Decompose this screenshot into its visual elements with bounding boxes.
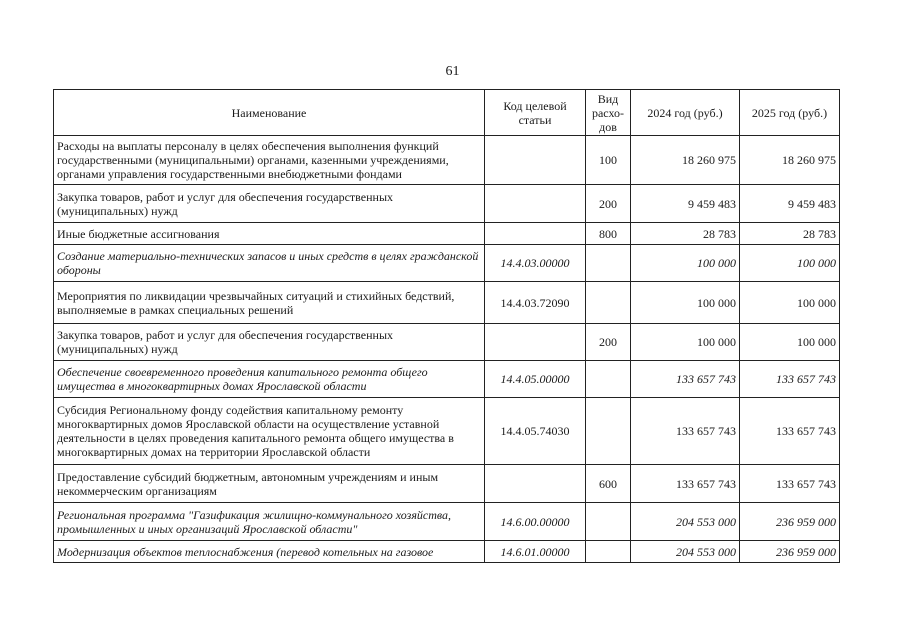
- row-2025: 236 959 000: [740, 503, 840, 541]
- row-name: Региональная программа "Газификация жилищно-коммунального хозяйства, промышленных и иных организаций Ярославской области": [54, 503, 485, 541]
- row-name: Предоставление субсидий бюджетным, автономным учреждениям и иным некоммерческим организациям: [54, 465, 485, 503]
- row-kind: 600: [586, 465, 631, 503]
- row-kind: [586, 503, 631, 541]
- table-row: [54, 136, 840, 185]
- header-kind: Вид расхо-дов: [586, 90, 631, 136]
- row-code: [485, 465, 586, 503]
- row-2024: 100 000: [631, 245, 740, 282]
- table-row: [54, 185, 840, 223]
- row-code: [485, 185, 586, 223]
- row-2025: 18 260 975: [740, 136, 840, 185]
- table-header-row: [54, 90, 840, 136]
- row-kind: 200: [586, 324, 631, 361]
- row-kind: [586, 541, 631, 563]
- row-2024: 204 553 000: [631, 541, 740, 563]
- header-2024: 2024 год (руб.): [631, 90, 740, 136]
- table-row: [54, 361, 840, 398]
- row-2025: 9 459 483: [740, 185, 840, 223]
- row-name: Закупка товаров, работ и услуг для обеспечения государственных (муниципальных) нужд: [54, 185, 485, 223]
- row-2024: 9 459 483: [631, 185, 740, 223]
- table-row: [54, 465, 840, 503]
- table-row: [54, 503, 840, 541]
- row-code: [485, 136, 586, 185]
- row-2025: 133 657 743: [740, 361, 840, 398]
- row-2024: 133 657 743: [631, 361, 740, 398]
- table-row: [54, 324, 840, 361]
- row-2025: 100 000: [740, 282, 840, 324]
- row-code: [485, 223, 586, 245]
- row-name: Субсидия Региональному фонду содействия капитальному ремонту многоквартирных домов Ярославской области на осуществление уставной деятельности в целях проведения капитального ремонта общего имущества в многоквартирных домах на территории Ярославской области: [54, 398, 485, 465]
- row-2025: 28 783: [740, 223, 840, 245]
- row-2025: 133 657 743: [740, 398, 840, 465]
- row-2025: 100 000: [740, 245, 840, 282]
- row-kind: [586, 282, 631, 324]
- row-kind: 200: [586, 185, 631, 223]
- table-row: [54, 245, 840, 282]
- row-2024: 28 783: [631, 223, 740, 245]
- row-kind: 100: [586, 136, 631, 185]
- header-2025: 2025 год (руб.): [740, 90, 840, 136]
- row-kind: [586, 361, 631, 398]
- row-name: Создание материально-технических запасов и иных средств в целях гражданской обороны: [54, 245, 485, 282]
- row-2024: 133 657 743: [631, 398, 740, 465]
- table-row: [54, 541, 840, 563]
- row-code: 14.4.03.72090: [485, 282, 586, 324]
- row-kind: [586, 398, 631, 465]
- row-2025: 236 959 000: [740, 541, 840, 563]
- row-kind: [586, 245, 631, 282]
- budget-table: [53, 89, 840, 563]
- row-name: Расходы на выплаты персоналу в целях обеспечения выполнения функций государственными (муниципальными) органами, казенными учреждениями, органами управления государственными внебюджетными фондами: [54, 136, 485, 185]
- header-name: Наименование: [54, 90, 485, 136]
- row-name: Модернизация объектов теплоснабжения (перевод котельных на газовое: [54, 541, 485, 563]
- row-2024: 100 000: [631, 282, 740, 324]
- row-code: 14.4.05.00000: [485, 361, 586, 398]
- row-2025: 133 657 743: [740, 465, 840, 503]
- table-row: [54, 398, 840, 465]
- row-2024: 133 657 743: [631, 465, 740, 503]
- row-code: 14.6.01.00000: [485, 541, 586, 563]
- row-name: Обеспечение своевременного проведения капитального ремонта общего имущества в многоквартирных домах Ярославской области: [54, 361, 485, 398]
- row-name: Мероприятия по ликвидации чрезвычайных ситуаций и стихийных бедствий, выполняемые в рамках специальных решений: [54, 282, 485, 324]
- row-kind: 800: [586, 223, 631, 245]
- row-code: 14.6.00.00000: [485, 503, 586, 541]
- row-code: [485, 324, 586, 361]
- row-name: Закупка товаров, работ и услуг для обеспечения государственных (муниципальных) нужд: [54, 324, 485, 361]
- row-name: Иные бюджетные ассигнования: [54, 223, 485, 245]
- row-2024: 100 000: [631, 324, 740, 361]
- row-2024: 18 260 975: [631, 136, 740, 185]
- row-2024: 204 553 000: [631, 503, 740, 541]
- header-code: Код целевой статьи: [485, 90, 586, 136]
- table-row: [54, 282, 840, 324]
- row-code: 14.4.03.00000: [485, 245, 586, 282]
- page-number: 61: [445, 64, 460, 79]
- row-2025: 100 000: [740, 324, 840, 361]
- row-code: 14.4.05.74030: [485, 398, 586, 465]
- table-row: [54, 223, 840, 245]
